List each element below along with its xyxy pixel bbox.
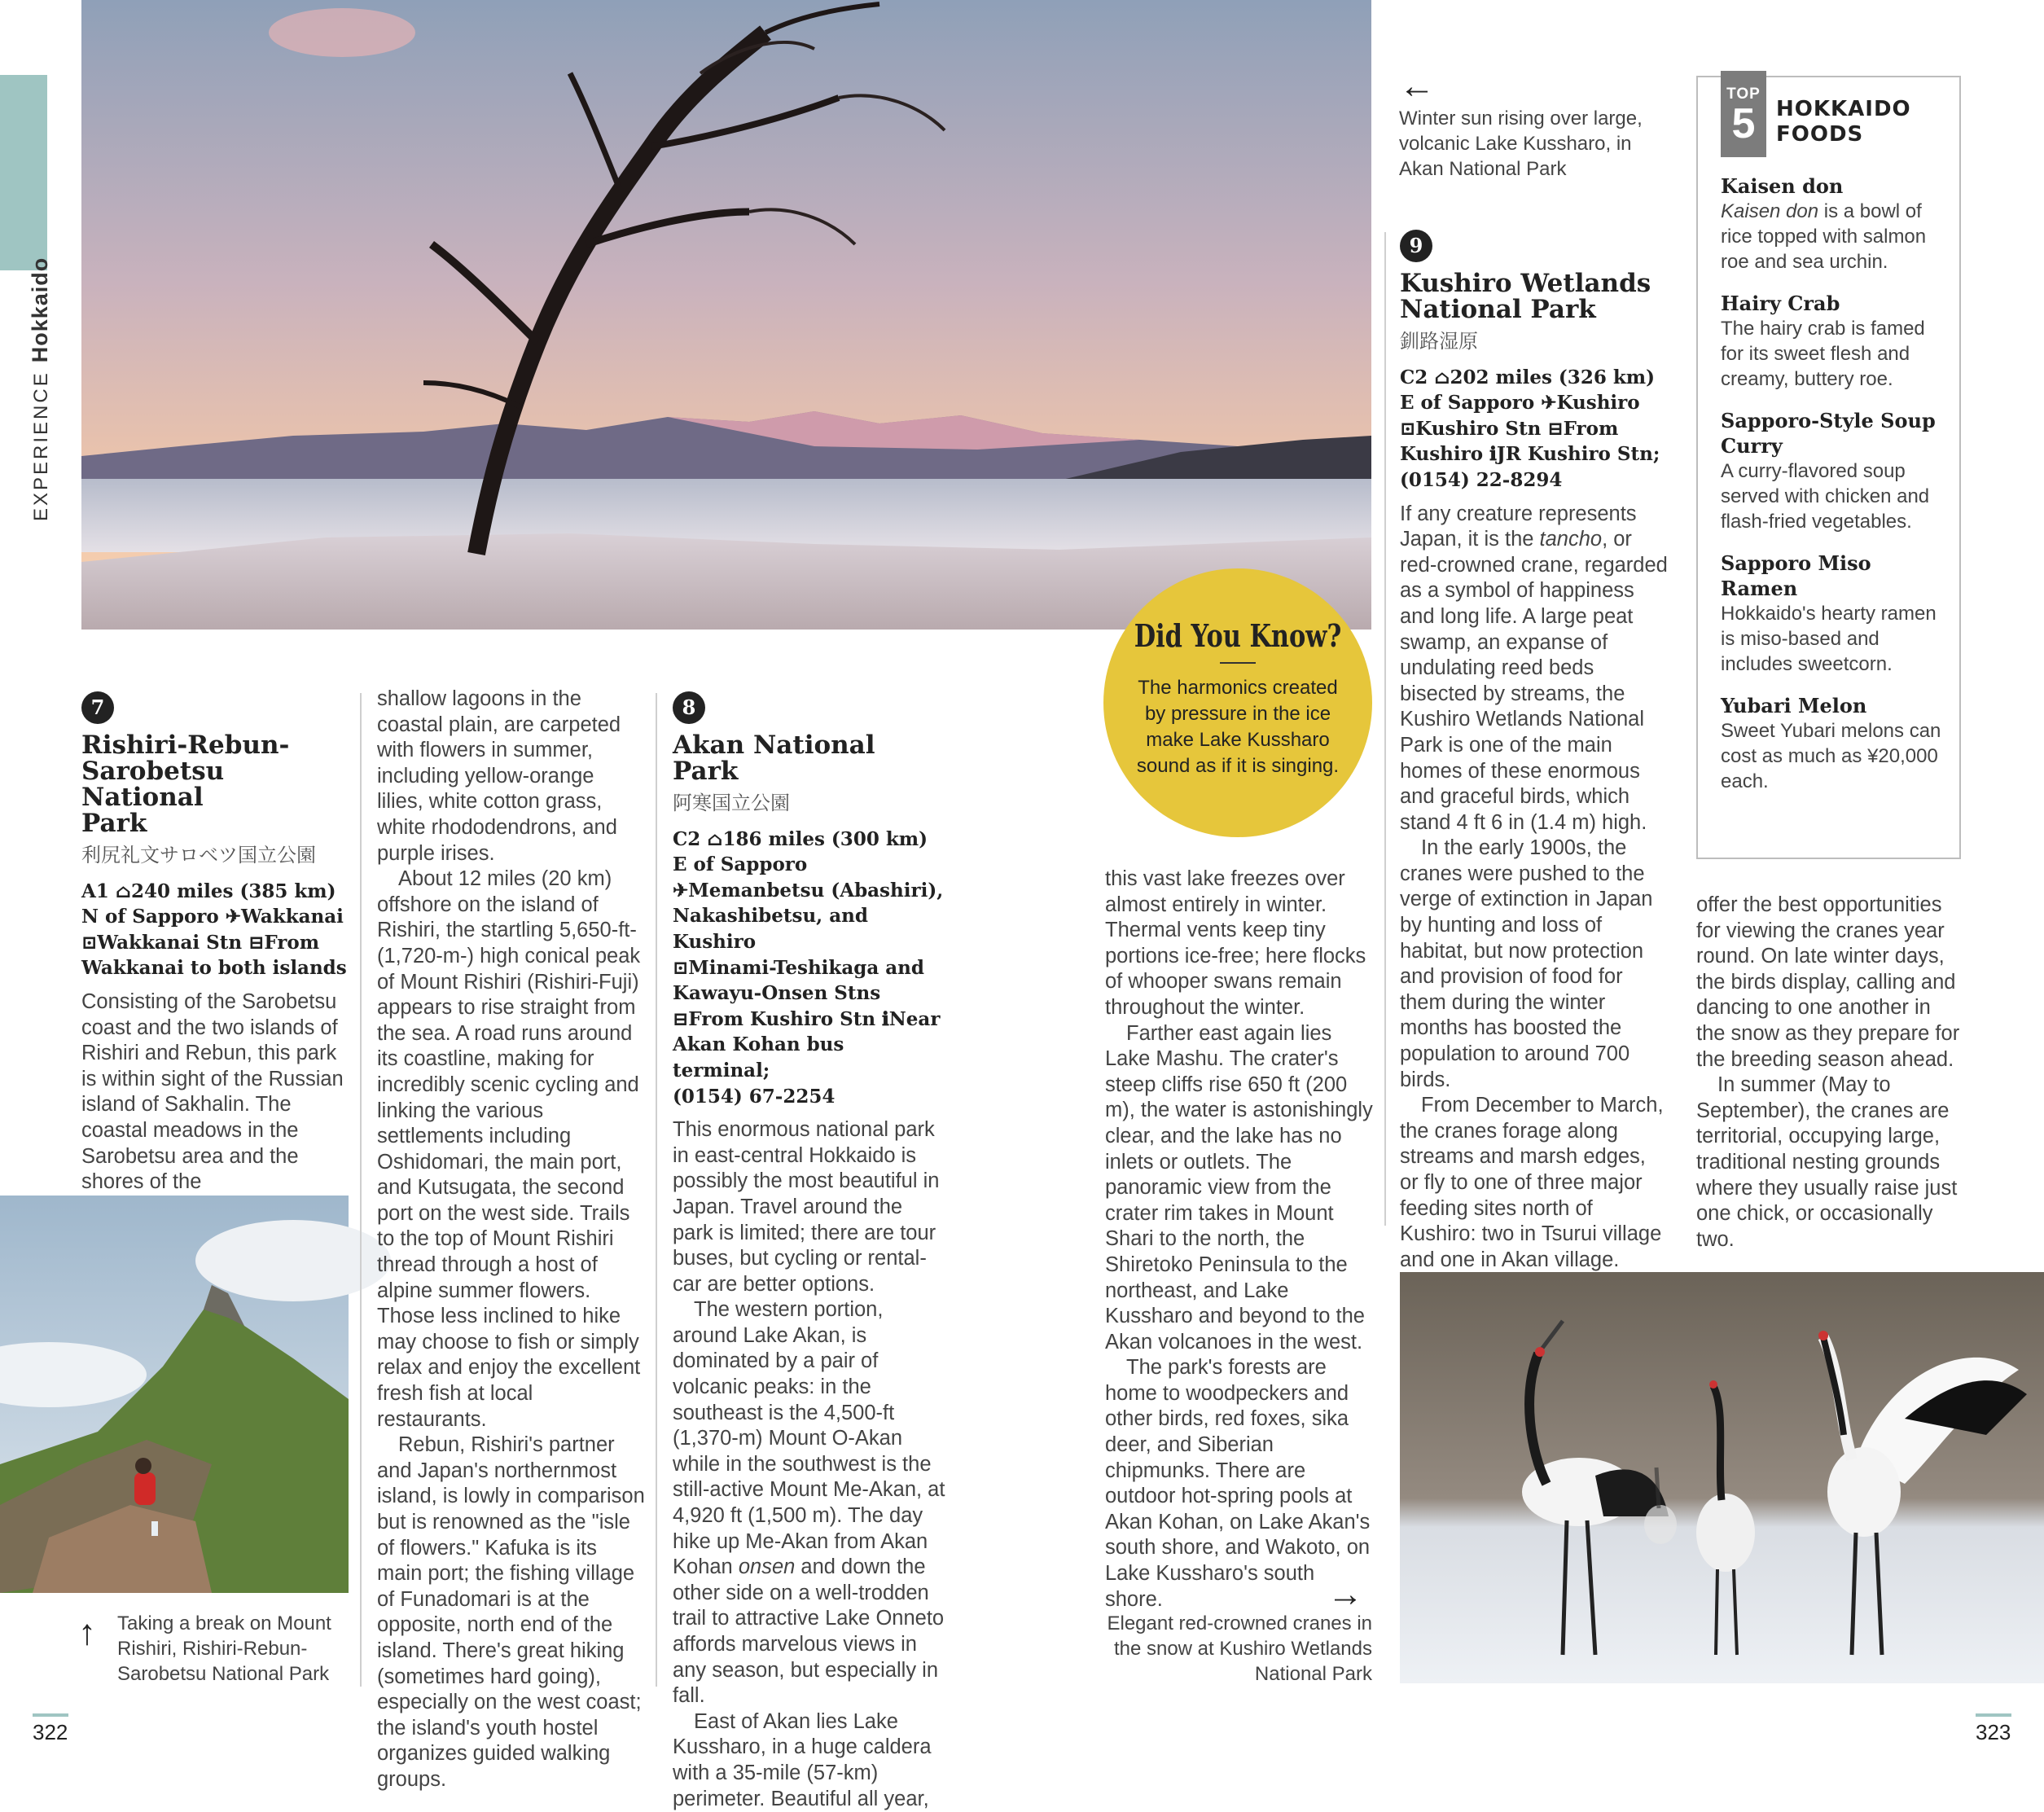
section-label (28, 257, 53, 521)
body-paragraph: offer the best opportunities for viewing the cranes year round. On late winter days, the birds display, calling and dancing to one another in the snow as they prepare for the breeding season ahead. (1696, 893, 1960, 1071)
food-name: Hairy Crab (1721, 292, 1840, 315)
food-name: Kaisen don (1721, 174, 1844, 198)
info-line: Nakashibetsu, and Kushiro (673, 905, 868, 953)
info-line: A1 ⌂240 miles (385 km) (81, 880, 336, 902)
title-line: Park (81, 809, 147, 838)
entry-9-column-1 (1400, 270, 1669, 1299)
top-5-badge (1721, 71, 1766, 157)
column-divider (656, 693, 657, 1687)
heading-line: HOKKAIDO (1776, 97, 1911, 121)
food-item (1721, 693, 1949, 794)
divider (1220, 662, 1256, 664)
entry-7-title (81, 732, 350, 836)
food-list (1721, 173, 1949, 810)
food-item (1721, 173, 1949, 274)
info-line: C2 ⌂202 miles (326 km) (1400, 366, 1655, 388)
mount-rishiri-hike-photo (0, 1196, 349, 1593)
title-line: Sarobetsu National (81, 757, 225, 812)
body-paragraph: About 12 miles (20 km) offshore on the island of Rishiri, the startling 5,650-ft- (1,720-m-) high conical peak of Mount Rishiri (Rishiri-Fuji) appears to rise straight from the sea. A road runs around its coastline, making for incredibly scenic cycling and linking the various settlements including Oshidomari, the main port, and Kutsugata, the second port on the west side. Trails to the top of Mount Rishiri thread through a host of alpine summer flowers. Those less inclined to hike may choose to fish or simply relax and enjoy the excellent fresh fish at local restaurants. (377, 867, 641, 1431)
section-name: EXPERIENCE (30, 371, 52, 521)
column-divider (1384, 232, 1386, 1226)
page-number-marker (33, 1713, 68, 1717)
info-line: C2 ⌂186 miles (300 km) (673, 827, 928, 850)
text-run: If any creature represents Japan, it is the (1400, 502, 1637, 551)
food-description: Sweet Yubari melons can cost as much as ¥20,000 each. (1721, 720, 1941, 792)
body-paragraph (673, 1297, 945, 1709)
crane-photo-caption: Elegant red-crowned cranes in the snow at Kushiro Wetlands National Park (1107, 1612, 1372, 1685)
entry-7-practical-info (81, 879, 350, 981)
info-line: ⊡Wakkanai Stn ⊟From (81, 931, 320, 954)
body-paragraph: From December to March, the cranes forage along streams and marsh edges, or fly to one of three major feeding sites north of Kushiro: two in Tsurui village and one in Akan village. (1400, 1094, 1664, 1271)
red-crowned-cranes-photo (1400, 1272, 2044, 1683)
entry-8-column-1 (673, 732, 945, 1812)
entry-7-japanese-name: 利尻礼文サロベツ国立公園 (81, 845, 316, 867)
info-line: ⊟From Kushiro Stn ℹNear (673, 1007, 941, 1030)
top-photo-caption: Winter sun rising over large, volcanic Lake Kussharo, in Akan National Park (1399, 107, 1643, 180)
body-paragraph: East of Akan lies Lake Kussharo, in a huge caldera with a 35-mile (57-km) perimeter. Beautiful all year, (673, 1709, 932, 1810)
region-name: Hokkaido (28, 257, 52, 363)
entry-9-column-2 (1696, 893, 1965, 1253)
hike-photo-caption: Taking a break on Mount Rishiri, Rishiri-Rebun-Sarobetsu National Park (117, 1612, 331, 1685)
entry-9-practical-info (1400, 365, 1669, 494)
body-paragraph: In summer (May to September), the cranes are territorial, occupying large, traditional nesting grounds where they usually raise just one chick, or occasionally two. (1696, 1073, 1958, 1251)
food-item (1721, 291, 1949, 392)
entry-number-badge: 8 (673, 691, 705, 724)
food-description (1721, 199, 1949, 274)
food-name: Sapporo-Style Soup Curry (1721, 409, 1936, 458)
entry-7-column-2 (377, 687, 646, 1793)
text-run: and down the other side on a well-trodden trail to attractive Lake Onneto affords marvelous views in any season, but especially in fall. (673, 1555, 945, 1708)
entry-number-badge: 9 (1400, 230, 1432, 262)
top-5-heading (1776, 97, 1911, 147)
arrow-right-icon: → (1327, 1574, 1363, 1614)
body-paragraph: Rebun, Rishiri's partner and Japan's northernmost island, is lowly in comparison but is renowned as the "isle of flowers." Kafuka is its main port; the fishing village of Funadomari is at the opposite, north end of the island. There's great hiking (sometimes hard going), especially on the west coast; the island's youth hostel organizes guided walking groups. (377, 1433, 645, 1791)
body-paragraph: In the early 1900s, the cranes were pushed to the verge of extinction in Japan by hunting and loss of habitat, but now protection and provision of food for them during the winter months has boosted the population to around 700 birds. (1400, 836, 1653, 1091)
badge-number: 5 (1731, 100, 1756, 147)
text-run: is a bowl of rice topped with salmon roe and sea urchin. (1721, 200, 1927, 273)
entry-number-badge: 7 (81, 691, 114, 724)
food-description: Hokkaido's hearty ramen is miso-based and includes sweetcorn. (1721, 603, 1937, 675)
info-line: Kushiro ℹJR Kushiro Stn; (1400, 443, 1660, 466)
body-paragraph: The park's forests are home to woodpeckers and other birds, red foxes, sika deer, and Siberian chipmunks. There are outdoor hot-spring pools at Akan Kohan, on Lake Akan's south shore, and Wakoto, on Lake Kussharo's south shore. (1105, 1356, 1371, 1611)
entry-9-title (1400, 270, 1669, 322)
text-run-italic: Kaisen don (1721, 200, 1819, 222)
arrow-up-icon: ↑ (78, 1612, 96, 1652)
did-you-know-text: The harmonics created by pressure in the ice make Lake Kussharo sound as if it is singing. (1136, 677, 1340, 777)
body-paragraph (1400, 502, 1669, 836)
heading-line: FOODS (1776, 122, 1864, 147)
info-line: Akan Kohan bus terminal; (673, 1033, 844, 1081)
info-line: N of Sapporo ✈Wakkanai (81, 906, 344, 928)
column-divider (360, 693, 362, 1687)
info-line: E of Sapporo (673, 853, 808, 876)
info-line: Kawayu-Onsen Stns (673, 982, 881, 1005)
info-line: ⊡Kushiro Stn ⊟From (1400, 417, 1619, 440)
page-number-right: 323 (1976, 1720, 2011, 1744)
body-paragraph: This enormous national park in east-central Hokkaido is possibly the most beautiful in Japan. Travel around the park is limited; there are tour buses, but cycling or rental-car are better options. (673, 1118, 940, 1296)
entry-7-column-1 (81, 732, 350, 1196)
body-paragraph: this vast lake freezes over almost entirely in winter. Thermal vents keep tiny portions ice-free; here flocks of whooper swans remain throughout the winter. (1105, 867, 1366, 1019)
food-name: Yubari Melon (1721, 694, 1867, 717)
arrow-left-icon: ← (1399, 66, 1435, 106)
title-line: Kushiro Wetlands (1400, 269, 1651, 298)
title-line: Rishiri-Rebun- (81, 731, 290, 760)
info-line: (0154) 67-2254 (673, 1085, 836, 1108)
top-5-hokkaido-foods-box (1696, 76, 1961, 859)
body-paragraph: Consisting of the Sarobetsu coast and the two islands of Rishiri and Rebun, this park is within sight of the Russian island of Sakhalin. The coastal meadows in the Sarobetsu area and the shores of the (81, 989, 344, 1194)
text-run: , or red-crowned crane, regarded as a symbol of happiness and long life. A large peat swamp, an expanse of undulating reed beds bisected by streams, the Kushiro Wetlands National Park is one of the main homes of these enormous and graceful birds, which stand 4 ft 6 in (1.4 m) high. (1400, 528, 1668, 834)
entry-8-title: Akan National Park (673, 731, 875, 786)
food-description: The hairy crab is famed for its sweet flesh and creamy, buttery roe. (1721, 318, 1925, 390)
body-paragraph: Farther east again lies Lake Mashu. The crater's steep cliffs rise 650 ft (200 m), the water is astonishingly clear, and the lake has no inlets or outlets. The panoramic view from the crater rim takes in Mount Shari to the north, the Shiretoko Peninsula to the northeast, and Lake Kussharo and beyond to the Akan volcanoes in the west. (1105, 1021, 1373, 1354)
info-line: ✈Memanbetsu (Abashiri), (673, 879, 944, 902)
entry-8-japanese-name: 阿寒国立公園 (673, 792, 790, 814)
title-line: National Park (1400, 295, 1596, 324)
did-you-know-title: Did You Know? (1134, 617, 1342, 654)
info-line: (0154) 22-8294 (1400, 468, 1563, 491)
food-item (1721, 551, 1949, 677)
badge-label: TOP (1726, 86, 1761, 103)
text-run-italic: tancho (1539, 528, 1603, 551)
food-description: A curry-flavored soup served with chicken and flash-fried vegetables. (1721, 460, 1930, 533)
entry-8-practical-info (673, 827, 945, 1110)
text-run-italic: onsen (738, 1555, 796, 1579)
info-line: E of Sapporo ✈Kushiro (1400, 392, 1640, 415)
body-paragraph: shallow lagoons in the coastal plain, are carpeted with flowers in summer, including yellow-orange lilies, white cotton grass, white rhododendrons, and purple irises. (377, 687, 621, 865)
did-you-know-callout (1103, 568, 1372, 837)
info-line: Wakkanai to both islands (81, 957, 347, 980)
section-tab-marker (0, 75, 47, 270)
entry-9-japanese-name: 釧路湿原 (1400, 331, 1478, 353)
food-item (1721, 408, 1949, 534)
food-name: Sapporo Miso Ramen (1721, 551, 1871, 600)
text-run: The western portion, around Lake Akan, is dominated by a pair of volcanic peaks: in the southeast is the 4,500-ft (1,370-m) Mount O-Akan while in the southwest is the still-active Mount Me-Akan, at 4,920 ft (1,500 m). The day hike up Me-Akan from Akan Kohan (673, 1298, 945, 1579)
info-line: ⊡Minami-Teshikaga and (673, 956, 924, 979)
lake-kussharo-photo (81, 0, 1371, 630)
page-number-left: 322 (33, 1720, 68, 1744)
page-number-marker (1976, 1713, 2011, 1717)
entry-8-column-2 (1105, 867, 1374, 1612)
